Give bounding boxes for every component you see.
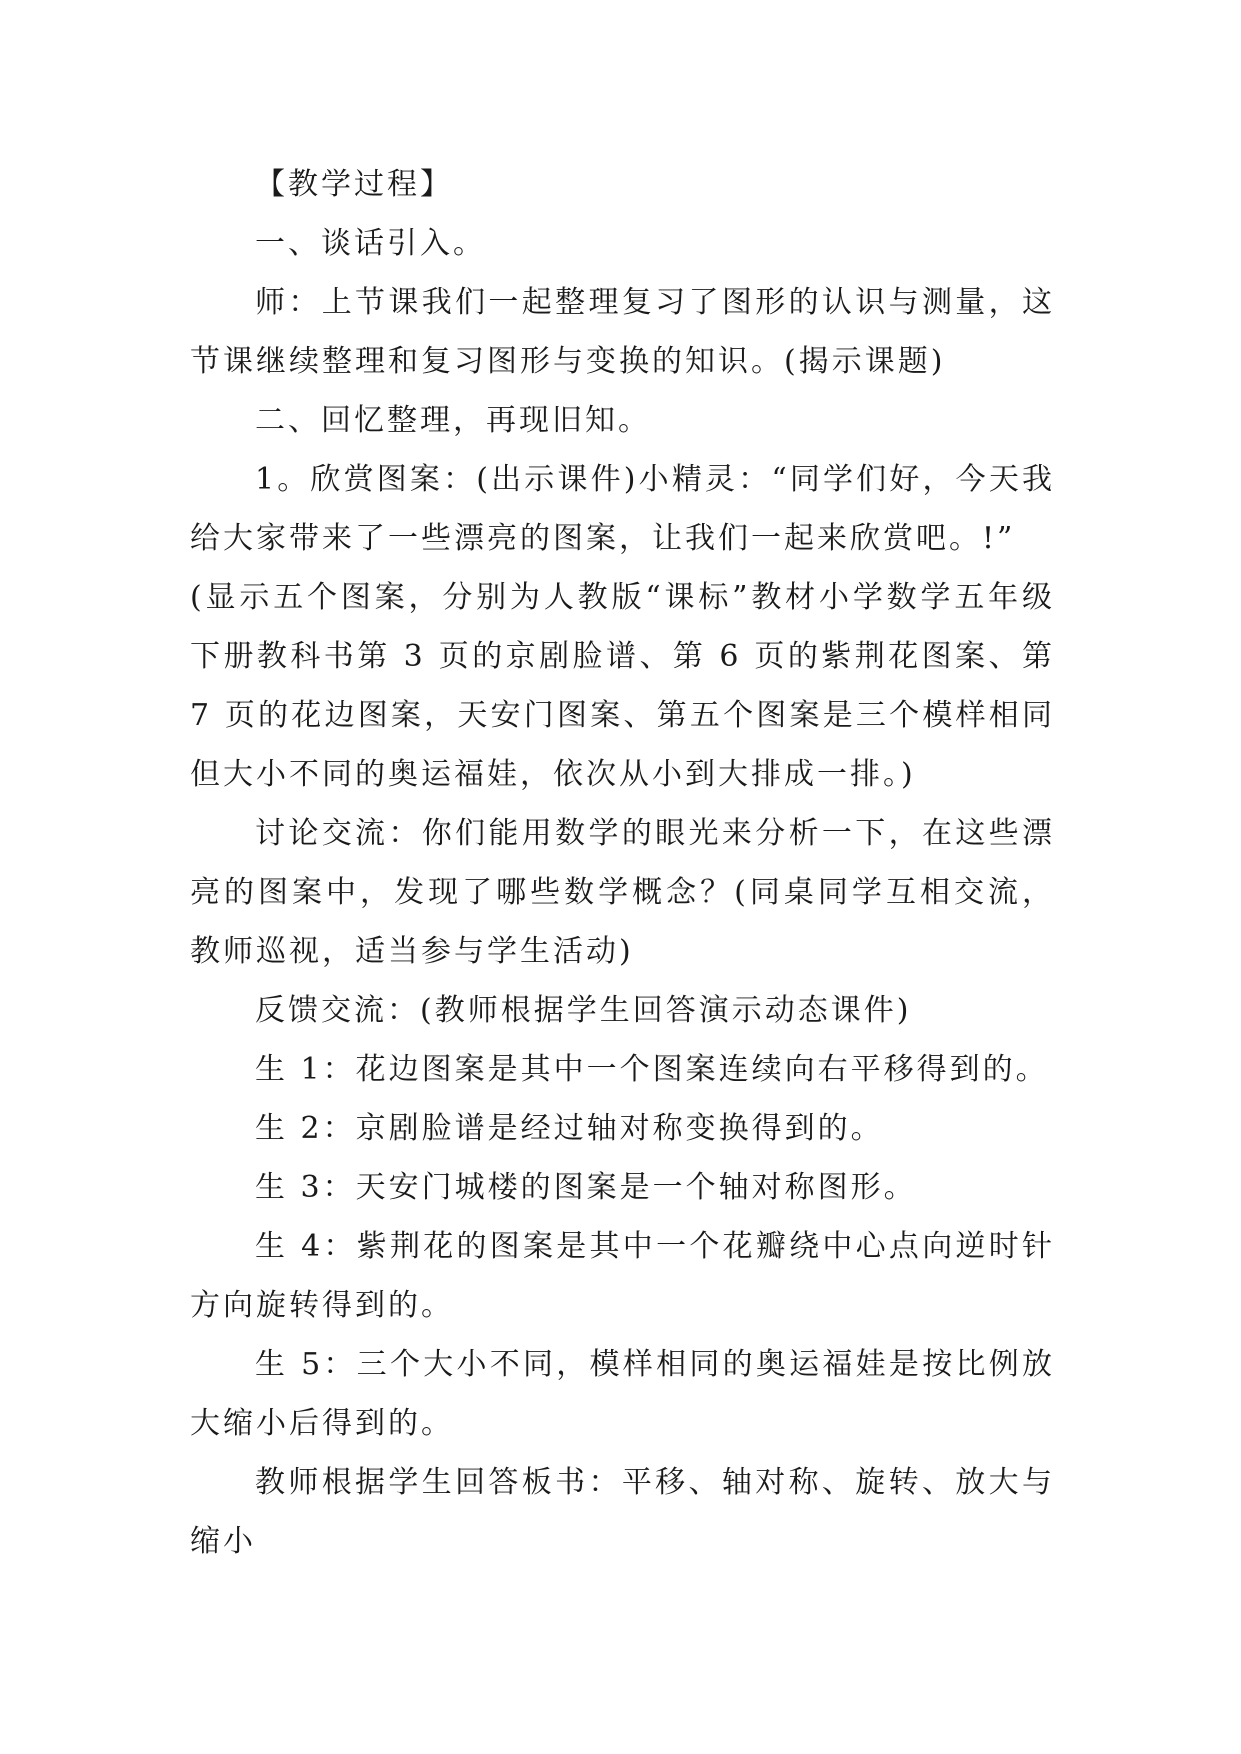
- paragraph-student-5: 生 5：三个大小不同，模样相同的奥运福娃是按比例放大缩小后得到的。: [190, 1347, 1055, 1441]
- paragraph-feedback: 反馈交流：(教师根据学生回答演示动态课件): [255, 993, 912, 1028]
- paragraph-show-five-patterns: (显示五个图案，分别为人教版“课标”教材小学数学五年级下册教科书第 3 页的京剧脸谱、第 6 页的紫荆花图案、第 7 页的花边图案，天安门图案、第五个图案是三个模样相同但大小不同的奥运福娃，依次从小到大排成一排。): [190, 580, 1055, 792]
- paragraph-student-3: 生 3：天安门城楼的图案是一个轴对称图形。: [255, 1170, 917, 1205]
- paragraph-student-4: 生 4：紫荆花的图案是其中一个花瓣绕中心点向逆时针方向旋转得到的。: [190, 1229, 1055, 1323]
- document-body: [190, 155, 1055, 1571]
- section-heading-review: 二、回忆整理，再现旧知。: [255, 403, 651, 438]
- section-heading-teaching-process: 【教学过程】: [255, 167, 453, 202]
- paragraph-student-1: 生 1：花边图案是其中一个图案连续向右平移得到的。: [255, 1052, 1049, 1087]
- paragraph-student-2: 生 2：京剧脸谱是经过轴对称变换得到的。: [255, 1111, 884, 1146]
- section-heading-intro: 一、谈话引入。: [255, 226, 486, 261]
- paragraph-board-writing: 教师根据学生回答板书：平移、轴对称、旋转、放大与缩小: [190, 1465, 1055, 1559]
- paragraph-teacher-intro: 师：上节课我们一起整理复习了图形的认识与测量，这节课继续整理和复习图形与变换的知识。(揭示课题): [190, 285, 1055, 379]
- paragraph-discussion: 讨论交流：你们能用数学的眼光来分析一下，在这些漂亮的图案中，发现了哪些数学概念？(同桌同学互相交流，教师巡视，适当参与学生活动): [190, 816, 1055, 969]
- paragraph-appreciate-patterns: 1。欣赏图案：(出示课件)小精灵：“同学们好，今天我给大家带来了一些漂亮的图案，让我们一起来欣赏吧。!”: [190, 462, 1055, 556]
